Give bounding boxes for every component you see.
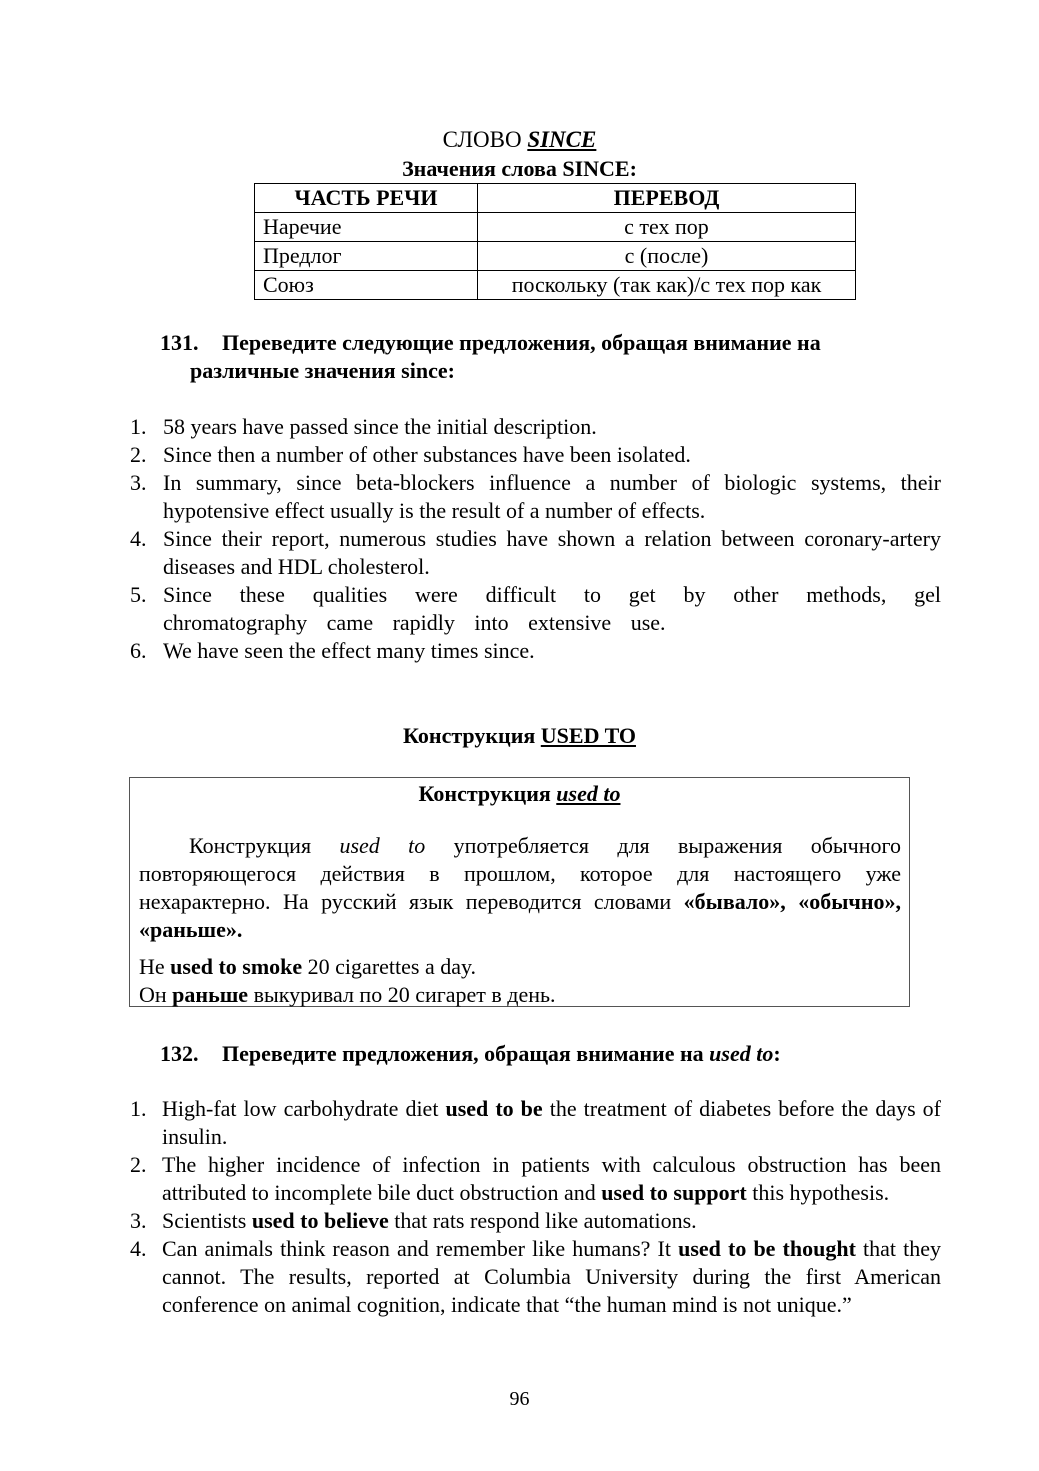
item-text: Since these qualities were difficult to get by other methods, gel chromatography came rapidly into extensive use. [163, 582, 941, 635]
item-text: High-fat low carbohydrate diet [162, 1096, 446, 1121]
task-131-heading [160, 329, 920, 385]
table-header-row [255, 184, 856, 213]
item-number: 5. [130, 582, 147, 607]
example-english [139, 953, 476, 981]
item-text: The higher incidence of infection in patients with calculous obstruction has been attributed to incomplete bile duct obstruction and [162, 1152, 941, 1205]
list-item [130, 525, 941, 581]
table-row [255, 271, 856, 300]
item-text: that they cannot. The results, reported at Columbia University during the first American conference on animal cognition, indicate that “the human mind is not unique.” [162, 1236, 942, 1317]
header-translation: ПЕРЕВОД [478, 184, 856, 213]
item-number: 2. [130, 1152, 147, 1177]
task-number: 131. [160, 330, 199, 355]
task-heading-term: used to [709, 1041, 774, 1066]
item-text: Scientists [162, 1208, 252, 1233]
list-item [130, 441, 941, 469]
table-row [255, 213, 856, 242]
example-russian [139, 981, 556, 1009]
list-item [130, 1151, 941, 1207]
task-heading-line: Переведите следующие предложения, обращая внимание на [222, 330, 821, 355]
list-item [130, 637, 941, 665]
item-text: the treatment of diabetes before the days of insulin. [162, 1096, 942, 1149]
item-text: that rats respond like automations. [388, 1208, 697, 1233]
section-title-since [0, 126, 1039, 154]
header-part-of-speech: ЧАСТЬ РЕЧИ [255, 184, 478, 213]
item-number: 2. [130, 442, 147, 467]
item-text: Can animals think reason and remember like humans? It [162, 1236, 679, 1261]
title-prefix: СЛОВО [442, 127, 528, 152]
title-word: used to [556, 781, 621, 806]
table-row [255, 242, 856, 271]
rule-translations: «бывало», «обычно», «раньше». [139, 889, 901, 942]
task-131-list [130, 413, 941, 665]
item-highlight: used to believe [251, 1208, 389, 1233]
rule-text: употребляется для выражения обычного повторяющегося действия в прошлом, которое для настоящего уже нехарактерно. На русский язык переводится словами [139, 833, 901, 914]
list-item [130, 581, 941, 637]
item-number: 1. [130, 414, 147, 439]
item-text: Since then a number of other substances have been isolated. [163, 442, 691, 467]
title-word: SINCE [527, 127, 597, 152]
item-highlight: used to be thought [678, 1236, 856, 1261]
example-text: выкуривал по 20 сигарет в день. [248, 982, 556, 1007]
table-cell: Предлог [255, 242, 478, 271]
task-132-list [130, 1095, 941, 1319]
example-highlight: used to smoke [170, 954, 303, 979]
item-text: In summary, since beta-blockers influence a number of biologic systems, their hypotensive effect usually is the result of a number of effects. [163, 470, 941, 523]
task-heading-line: Переведите предложения, обращая внимание на [222, 1041, 710, 1066]
example-highlight: раньше [172, 982, 249, 1007]
rule-text: Конструкция [189, 833, 340, 858]
list-item [130, 1207, 941, 1235]
list-item [130, 1095, 941, 1151]
item-number: 3. [130, 470, 147, 495]
table-cell: с (после) [478, 242, 856, 271]
item-text: this hypothesis. [746, 1180, 890, 1205]
table-cell: Наречие [255, 213, 478, 242]
page-number: 96 [509, 1388, 530, 1410]
item-number: 4. [130, 526, 147, 551]
item-text: 58 years have passed since the initial description. [163, 414, 597, 439]
example-text: Он [139, 982, 173, 1007]
item-number: 1. [130, 1096, 147, 1121]
item-text: Since their report, numerous studies have shown a relation between coronary-artery diseases and HDL cholesterol. [163, 526, 941, 579]
table-cell: поскольку (так как)/с тех пор как [478, 271, 856, 300]
item-highlight: used to be [445, 1096, 543, 1121]
example-text: He [139, 954, 171, 979]
since-subtitle: Значения слова SINCE: [402, 156, 637, 181]
task-number: 132. [160, 1041, 199, 1066]
item-text: We have seen the effect many times since. [163, 638, 535, 663]
item-number: 6. [130, 638, 147, 663]
title-prefix: Конструкция [418, 781, 557, 806]
task-132-heading [160, 1040, 920, 1068]
rule-term: used to [339, 833, 426, 858]
list-item [130, 1235, 941, 1319]
list-item [130, 413, 941, 441]
title-prefix: Конструкция [403, 723, 541, 748]
task-heading-colon: : [773, 1041, 781, 1066]
item-number: 4. [130, 1236, 147, 1261]
item-highlight: used to support [601, 1180, 747, 1205]
title-word: USED TO [540, 723, 636, 748]
rule-box-title [129, 780, 910, 808]
rule-box-text [139, 832, 901, 944]
task-heading-line: различные значения since: [190, 358, 455, 383]
table-cell: с тех пор [478, 213, 856, 242]
item-number: 3. [130, 1208, 147, 1233]
table-cell: Союз [255, 271, 478, 300]
section-title-used-to [0, 722, 1039, 750]
list-item [130, 469, 941, 525]
since-meanings-table [254, 183, 856, 300]
example-text: 20 cigarettes a day. [302, 954, 477, 979]
